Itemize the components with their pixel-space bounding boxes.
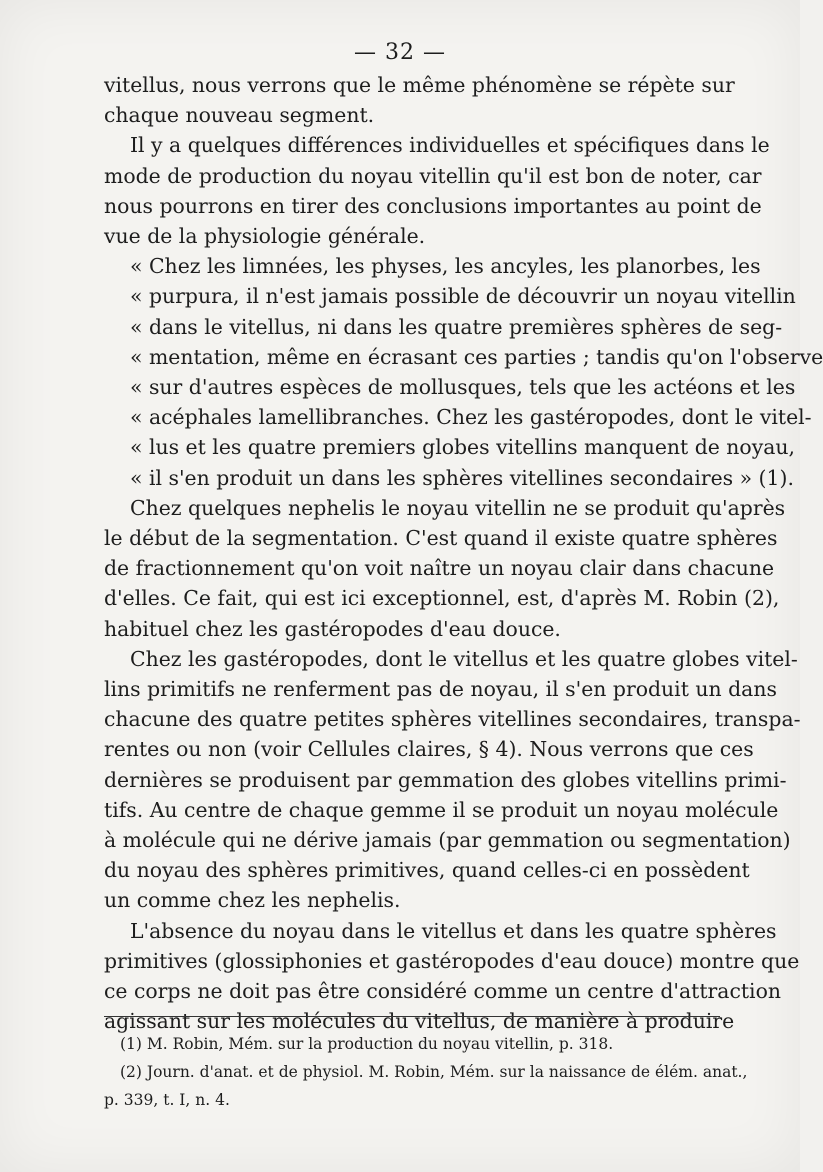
text-line: tifs. Au centre de chaque gemme il se produit un noyau molécule [104,797,779,822]
footnote-line: (2) Journ. d'anat. et de physiol. M. Robin, Mém. sur la naissance de élém. anat., [120,1063,748,1081]
text-line: Chez quelques nephelis le noyau vitellin ne se produit qu'après [130,495,786,520]
text-line: Chez les gastéropodes, dont le vitellus et les quatre globes vitel- [130,646,798,671]
text-line: chacune des quatre petites sphères vitellines secondaires, transpa- [104,707,801,732]
text-line: dernières se produisent par gemmation des globes vitellins primi- [104,767,787,792]
text-line: du noyau des sphères primitives, quand celles-ci en possèdent [104,858,750,883]
text-line: « il s'en produit un dans les sphères vitellines secondaires » (1). [130,465,794,490]
body-text [104,70,823,1037]
text-line: Il y a quelques différences individuelles et spécifiques dans le [130,133,770,158]
text-line: d'elles. Ce fait, qui est ici exceptionnel, est, d'après M. Robin (2), [104,586,780,611]
text-line: mode de production du noyau vitellin qu'il est bon de noter, car [104,163,762,188]
footnote-line: p. 339, t. I, n. 4. [104,1091,230,1109]
text-line: un comme chez les nephelis. [104,888,401,913]
footnote-line: (1) M. Robin, Mém. sur la production du noyau vitellin, p. 318. [120,1035,614,1053]
text-line: « dans le vitellus, ni dans les quatre premières sphères de seg- [130,314,783,339]
text-line: habituel chez les gastéropodes d'eau douce. [104,616,561,641]
text-line: rentes ou non (voir Cellules claires, § 4). Nous verrons que ces [104,737,754,762]
text-line: « sur d'autres espèces de mollusques, tels que les actéons et les [130,375,796,400]
text-line: ce corps ne doit pas être considéré comme un centre d'attraction [104,979,781,1004]
text-line: chaque nouveau segment. [104,103,375,128]
text-line: le début de la segmentation. C'est quand il existe quatre sphères [104,526,778,551]
text-line: de fractionnement qu'on voit naître un noyau clair dans chacune [104,556,775,581]
text-line: vitellus, nous verrons que le même phénomène se répète sur [104,73,735,97]
text-line: à molécule qui ne dérive jamais (par gemmation ou segmentation) [104,828,791,853]
text-line: L'absence du noyau dans le vitellus et dans les quatre sphères [130,918,777,943]
text-line: vue de la physiologie générale. [104,224,426,249]
footnotes [104,1030,748,1114]
text-line: « mentation, même en écrasant ces parties ; tandis qu'on l'observe [130,344,823,369]
text-line: primitives (glossiphonies et gastéropodes d'eau douce) montre que [104,948,800,973]
text-line: « purpura, il n'est jamais possible de découvrir un noyau vitellin [130,284,796,309]
text-line: lins primitifs ne renferment pas de noyau, il s'en produit un dans [104,677,777,702]
text-line: « Chez les limnées, les physes, les ancyles, les planorbes, les [130,254,761,279]
text-line: « lus et les quatre premiers globes vitellins manquent de noyau, [130,435,795,460]
text-line: nous pourrons en tirer des conclusions importantes au point de [104,193,762,218]
text-line: « acéphales lamellibranches. Chez les gastéropodes, dont le vitel- [130,405,812,430]
footnote-rule [104,1016,720,1017]
page-number: — 32 — [354,40,446,65]
text-line: agissant sur les molécules du vitellus, de manière à produire [104,1009,735,1034]
